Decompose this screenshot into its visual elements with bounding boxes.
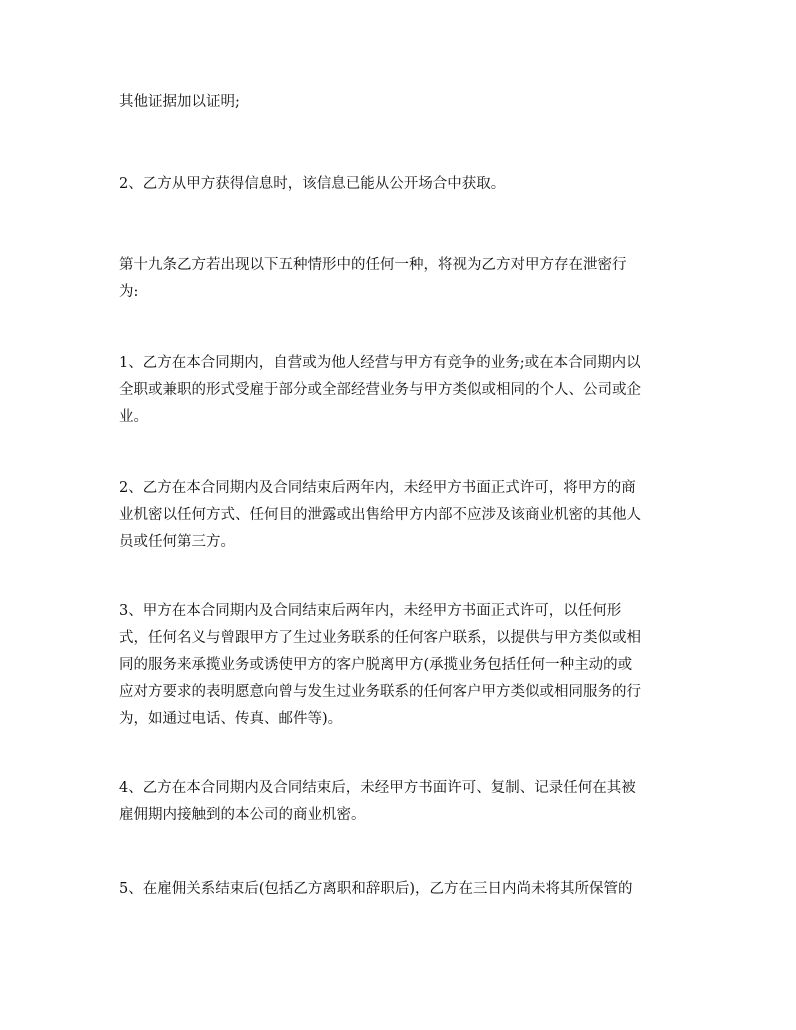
text-line: 2、乙方从甲方获得信息时，该信息已能从公开场合中获取。 — [119, 176, 506, 192]
paragraph-item-2 — [119, 475, 689, 556]
paragraph-public-info — [119, 171, 689, 198]
paragraph-item-5 — [119, 876, 689, 903]
text-line: 为，如通过电话、传真、邮件等)。 — [119, 711, 343, 727]
text-line: 5、在雇佣关系结束后(包括乙方离职和辞职后)，乙方在三日内尚未将其所保管的 — [119, 881, 633, 897]
text-line: 4、乙方在本合同期内及合同结束后，未经甲方书面许可、复制、记录任何在其被 — [119, 780, 636, 796]
text-line: 全职或兼职的形式受雇于部分或全部经营业务与甲方类似或相同的个人、公司或企 — [119, 382, 641, 398]
text-line: 1、乙方在本合同期内，自营或为他人经营与甲方有竞争的业务;或在本合同期内以 — [119, 355, 641, 371]
text-line: 员或任何第三方。 — [119, 534, 235, 550]
text-line: 雇佣期内接触到的本公司的商业机密。 — [119, 807, 366, 823]
text-line: 第十九条乙方若出现以下五种情形中的任何一种，将视为乙方对甲方存在泄密行 — [119, 257, 627, 273]
text-line: 业。 — [119, 409, 148, 425]
text-line: 其他证据加以证明; — [119, 94, 240, 110]
paragraph-item-3 — [119, 598, 689, 733]
paragraph-evidence-proof — [119, 89, 689, 116]
text-line: 2、乙方在本合同期内及合同结束后两年内，未经甲方书面正式许可，将甲方的商 — [119, 480, 636, 496]
text-line: 为: — [119, 284, 139, 300]
text-line: 应对方要求的表明愿意向曾与发生过业务联系的任何客户甲方类似或相同服务的行 — [119, 684, 641, 700]
text-line: 同的服务来承揽业务或诱使甲方的客户脱离甲方(承揽业务包括任何一种主动的或 — [119, 657, 633, 673]
paragraph-article-19 — [119, 252, 689, 306]
paragraph-item-4 — [119, 775, 689, 829]
paragraph-item-1 — [119, 350, 689, 431]
text-line: 业机密以任何方式、任何目的泄露或出售给甲方内部不应涉及该商业机密的其他人 — [119, 507, 641, 523]
text-line: 式，任何名义与曾跟甲方了生过业务联系的任何客户联系，以提供与甲方类似或相 — [119, 630, 641, 646]
text-line: 3、甲方在本合同期内及合同结束后两年内，未经甲方书面正式许可，以任何形 — [119, 603, 622, 619]
